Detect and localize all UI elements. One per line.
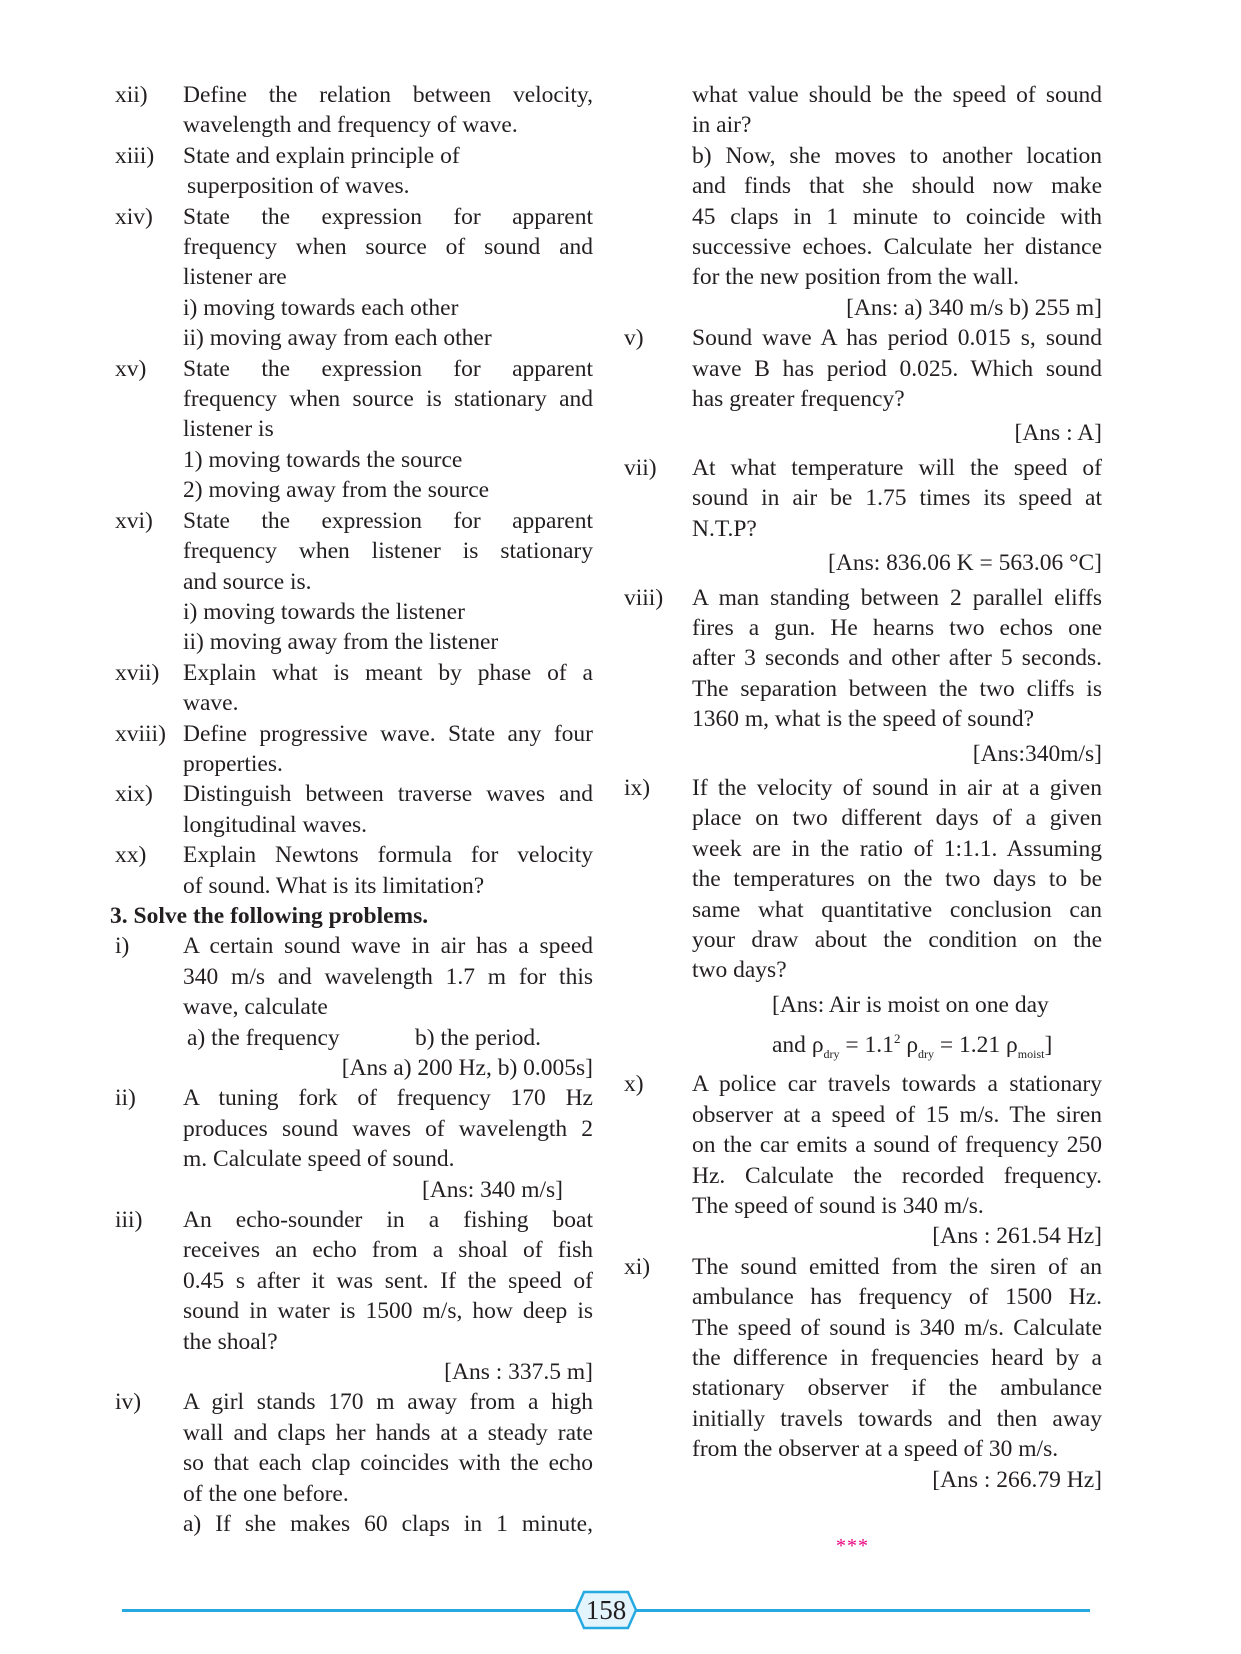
text-line: State the expression for apparent [183,355,593,382]
text-line: listener is [183,416,274,443]
text-line: has greater frequency? [692,386,905,413]
problem-number: xi) [624,1253,651,1280]
text-line: A certain sound wave in air has a speed [183,933,593,960]
problem-iv-continued [624,80,1102,323]
text-line: same what quantitative conclusion can [692,896,1102,923]
text-line: State and explain principle of [183,142,460,169]
text-line: The speed of sound is 340 m/s. [692,1193,984,1220]
problem-x [624,1069,1102,1251]
question-xix [115,779,593,840]
text-line: 0.45 s after it was sent. If the speed of [183,1267,593,1294]
options-row [183,1023,593,1053]
question-text [183,354,593,506]
question-number: xix) [115,781,153,808]
question-text [183,506,593,658]
text-line: i) moving towards each other [183,294,459,321]
text-line: A police car travels towards a stationary [692,1071,1102,1098]
text-line: initially travels towards and then away [692,1405,1102,1432]
text-line: of the one before. [183,1480,349,1507]
answer-formula: and $\rho_{dry} = 1.1^2$ $\rho_{dry} = 1.21$ $\rho_{moist}$] [772,1031,1053,1062]
problem-text [183,1205,593,1387]
question-text [183,202,593,354]
question-number: xvii) [115,659,160,686]
question-xx [115,840,593,901]
text-line: frequency when source is stationary and [183,386,593,413]
text-line: Explain Newtons formula for velocity [183,842,593,869]
problem-text [183,931,593,1083]
page-number: 158 [585,1594,627,1625]
text-line: two days? [692,957,787,984]
text-line: At what temperature will the speed of [692,454,1102,481]
section-heading: 3. Solve the following problems. [110,902,429,929]
text-line: and finds that she should now make [692,173,1102,200]
text-line: week are in the ratio of 1:1.1. Assuming [692,835,1102,862]
text-line: Define progressive wave. State any four [183,720,593,747]
text-line: of sound. What is its limitation? [183,872,485,899]
problem-number: iv) [115,1389,142,1416]
text-line: The speed of sound is 340 m/s. Calculate [692,1314,1102,1341]
problem-text [183,1387,593,1539]
answer: [Ans : 337.5 m] [444,1359,593,1386]
text-line: 340 m/s and wavelength 1.7 m for this [183,963,593,990]
problem-v [624,323,1102,449]
text-line: for the new position from the wall. [692,264,1019,291]
question-xvi [115,506,593,658]
text-line: what value should be the speed of sound [692,82,1102,108]
problem-text [692,1252,1102,1495]
text-line: successive echoes. Calculate her distance [692,234,1102,261]
text-line: from the observer at a speed of 30 m/s. [692,1436,1059,1463]
text-line: i) moving towards the listener [183,598,465,625]
problem-number: i) [115,933,130,960]
answer: [Ans: a) 340 m/s b) 255 m] [846,294,1102,321]
text-line: place on two different days of a given [692,805,1102,832]
question-number: xv) [115,355,147,382]
text-line: in air? [692,112,752,139]
text-line: Explain what is meant by phase of a [183,659,593,686]
problem-vii [624,453,1102,579]
text-line: your draw about the condition on the [692,926,1102,953]
text-line: ambulance has frequency of 1500 Hz. [692,1284,1102,1311]
problem-text [183,1083,593,1205]
problem-ix [624,773,1102,1069]
text-line: ii) moving away from each other [183,325,492,352]
answer: [Ans: 340 m/s] [422,1176,563,1203]
text-line: wave. [183,690,239,717]
text-line: fires a gun. He hearns two echos one [692,614,1102,641]
text-line: Define the relation between velocity, [183,82,593,108]
text-line: the temperatures on the two days to be [692,866,1102,893]
question-xii [115,80,593,141]
text-line: frequency when listener is stationary [183,538,593,565]
text-line: If the velocity of sound in air at a given [692,774,1102,801]
text-line: stationary observer if the ambulance [692,1375,1102,1402]
text-line: wall and claps her hands at a steady rate [183,1419,593,1446]
text-line: receives an echo from a shoal of fish [183,1237,593,1264]
question-text [183,141,593,202]
text-line: so that each clap coincides with the echo [183,1450,593,1477]
problem-xi [624,1252,1102,1495]
problem-number: x) [624,1071,644,1098]
question-number: xx) [115,842,147,869]
text-line: State the expression for apparent [183,203,593,230]
problem-number: viii) [624,584,664,611]
problem-number: ii) [115,1085,136,1112]
text-line: wavelength and frequency of wave. [183,112,518,139]
problem-text [692,323,1102,449]
answer: [Ans: Air is moist on one day [772,991,1049,1018]
text-line: A man standing between 2 parallel eliffs [692,584,1102,611]
problem-viii [624,583,1102,769]
page-number-badge [574,1590,638,1630]
text-line: listener are [183,264,287,291]
problem-text [692,583,1102,769]
question-text [183,779,593,840]
text-line: longitudinal waves. [183,811,368,838]
problem-text [692,80,1102,323]
text-line: a) If she makes 60 claps in 1 minute, [183,1511,593,1538]
question-number: xiv) [115,203,153,230]
answer: [Ans: 836.06 K = 563.06 °C] [828,550,1102,577]
text-line: 2) moving away from the source [183,477,490,504]
text-line: m. Calculate speed of sound. [183,1146,455,1173]
text-line: ii) moving away from the listener [183,629,499,656]
question-text [183,840,593,901]
problem-iii [115,1205,593,1387]
question-xiv [115,202,593,354]
footer-line-left [122,1609,579,1612]
text-line: 45 claps in 1 minute to coincide with [692,203,1102,230]
text-line: 1360 m, what is the speed of sound? [692,706,1035,733]
answer: [Ans : A] [1014,420,1102,447]
answer: [Ans : 266.79 Hz] [932,1466,1102,1493]
text-line: A tuning fork of frequency 170 Hz [183,1085,593,1112]
text-line: State the expression for apparent [183,507,593,534]
text-line: N.T.P? [692,515,757,542]
question-xv [115,354,593,506]
problem-i [115,931,593,1083]
text-line: observer at a speed of 15 m/s. The siren [692,1101,1102,1128]
text-line: frequency when source of sound and [183,234,593,261]
problem-number: iii) [115,1207,143,1234]
answer: [Ans:340m/s] [972,740,1102,767]
text-line: wave, calculate [183,994,328,1021]
option-a: a) the frequency [187,1024,340,1051]
question-text [183,719,593,780]
problem-number: v) [624,325,644,352]
end-stars: *** [836,1535,869,1557]
question-number: xii) [115,82,148,108]
problem-iv [115,1387,593,1539]
question-text [183,80,593,141]
question-xviii [115,719,593,780]
question-number: xiii) [115,142,155,169]
problem-number: ix) [624,774,651,801]
question-xiii [115,141,593,202]
problem-text [692,1069,1102,1251]
text-line: produces sound waves of wavelength 2 [183,1115,593,1142]
text-line: the difference in frequencies heard by a [692,1345,1102,1372]
text-line: Hz. Calculate the recorded frequency. [692,1162,1102,1189]
text-line: Sound wave A has period 0.015 s, sound [692,325,1102,352]
text-line: An echo-sounder in a fishing boat [183,1207,593,1234]
question-number: xviii) [115,720,166,747]
text-line: after 3 seconds and other after 5 seconds. [692,645,1102,672]
text-line: The sound emitted from the siren of an [692,1253,1102,1280]
problem-ii [115,1083,593,1205]
text-line: The separation between the two cliffs is [692,675,1102,702]
left-column [110,80,593,1540]
right-column [624,80,1102,1495]
text-line: superposition of waves. [187,173,410,200]
option-b: b) the period. [415,1024,541,1051]
text-line: b) Now, she moves to another location [692,142,1102,169]
text-line: A girl stands 170 m away from a high [183,1389,593,1416]
text-line: sound in water is 1500 m/s, how deep is [183,1298,593,1325]
text-line: and source is. [183,568,312,595]
question-text [183,658,593,719]
problem-text [692,773,1102,1069]
answer: [Ans : 261.54 Hz] [932,1223,1102,1250]
text-line: the shoal? [183,1328,278,1355]
problem-text [692,453,1102,579]
text-line: sound in air be 1.75 times its speed at [692,485,1102,512]
answer: [Ans a) 200 Hz, b) 0.005s] [341,1055,593,1081]
text-line: Distinguish between traverse waves and [183,781,593,808]
text-line: wave B has period 0.025. Which sound [692,355,1102,382]
problem-number: vii) [624,454,657,481]
footer-line-right [633,1609,1090,1612]
question-number: xvi) [115,507,153,534]
text-line: properties. [183,750,283,777]
text-line: 1) moving towards the source [183,446,463,473]
text-line: on the car emits a sound of frequency 250 [692,1132,1102,1159]
question-xvii [115,658,593,719]
